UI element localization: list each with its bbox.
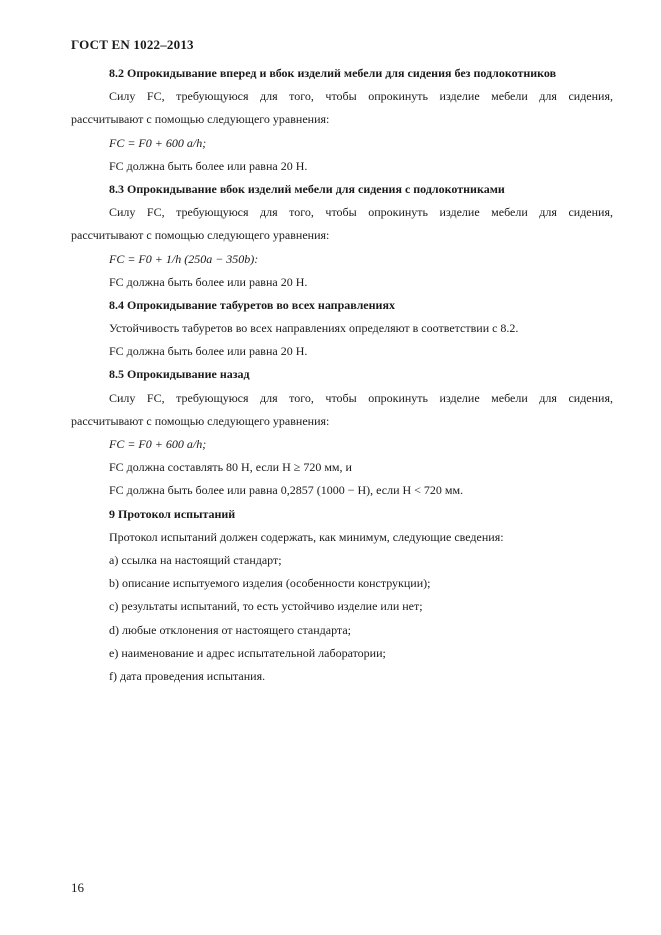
section-heading: 9 Протокол испытаний [109, 506, 236, 521]
formula-line: FC = F0 + 1/h (250a − 350b): [109, 251, 259, 266]
page-header: ГОСТ EN 1022–2013 [71, 37, 194, 52]
text-line: FC должна быть более или равна 20 Н. [109, 158, 308, 173]
page-number: 16 [71, 880, 84, 895]
text-line: b) описание испытуемого изделия (особенности конструкции); [109, 576, 431, 591]
text-line: FC должна составлять 80 Н, если H ≥ 720 мм, и [109, 460, 352, 475]
text-line: FC должна быть более или равна 20 Н. [109, 344, 308, 359]
formula-line: FC = F0 + 600 a/h; [109, 135, 207, 150]
paragraph-line: рассчитывают с помощью следующего уравнения: [71, 413, 330, 428]
formula-line: FC = F0 + 600 a/h; [109, 437, 207, 451]
text-line: FC должна быть более или равна 0,2857 (1000 − H), если H < 720 мм. [109, 483, 464, 498]
text-line: Протокол испытаний должен содержать, как минимум, следующие сведения: [109, 529, 504, 544]
paragraph-line: Силу FC, требующуюся для того, чтобы опрокинуть изделие мебели для сидения, [109, 390, 613, 405]
text-line: f) дата проведения испытания. [109, 668, 266, 683]
section-heading: 8.2 Опрокидывание вперед и вбок изделий мебели для сидения без подлокотников [109, 66, 557, 80]
paragraph-line: рассчитывают с помощью следующего уравнения: [71, 228, 330, 243]
section-heading: 8.5 Опрокидывание назад [109, 367, 250, 382]
paragraph-line: Силу FC, требующуюся для того, чтобы опрокинуть изделие мебели для сидения, [109, 205, 613, 220]
text-line: d) любые отклонения от настоящего стандарта; [109, 622, 351, 637]
section-heading: 8.4 Опрокидывание табуретов во всех направлениях [109, 297, 395, 312]
paragraph-line: рассчитывают с помощью следующего уравнения: [71, 112, 330, 127]
paragraph-line: Силу FC, требующуюся для того, чтобы опрокинуть изделие мебели для сидения, [109, 89, 613, 104]
text-line: Устойчивость табуретов во всех направлениях определяют в соответствии с 8.2. [109, 321, 519, 336]
text-line: FC должна быть более или равна 20 Н. [109, 274, 308, 289]
document-body [71, 62, 613, 688]
text-line: e) наименование и адрес испытательной лаборатории; [109, 645, 386, 660]
text-line: a) ссылка на настоящий стандарт; [109, 552, 282, 567]
text-line: c) результаты испытаний, то есть устойчиво изделие или нет; [109, 599, 423, 614]
section-heading: 8.3 Опрокидывание вбок изделий мебели для сидения с подлокотниками [109, 181, 505, 196]
